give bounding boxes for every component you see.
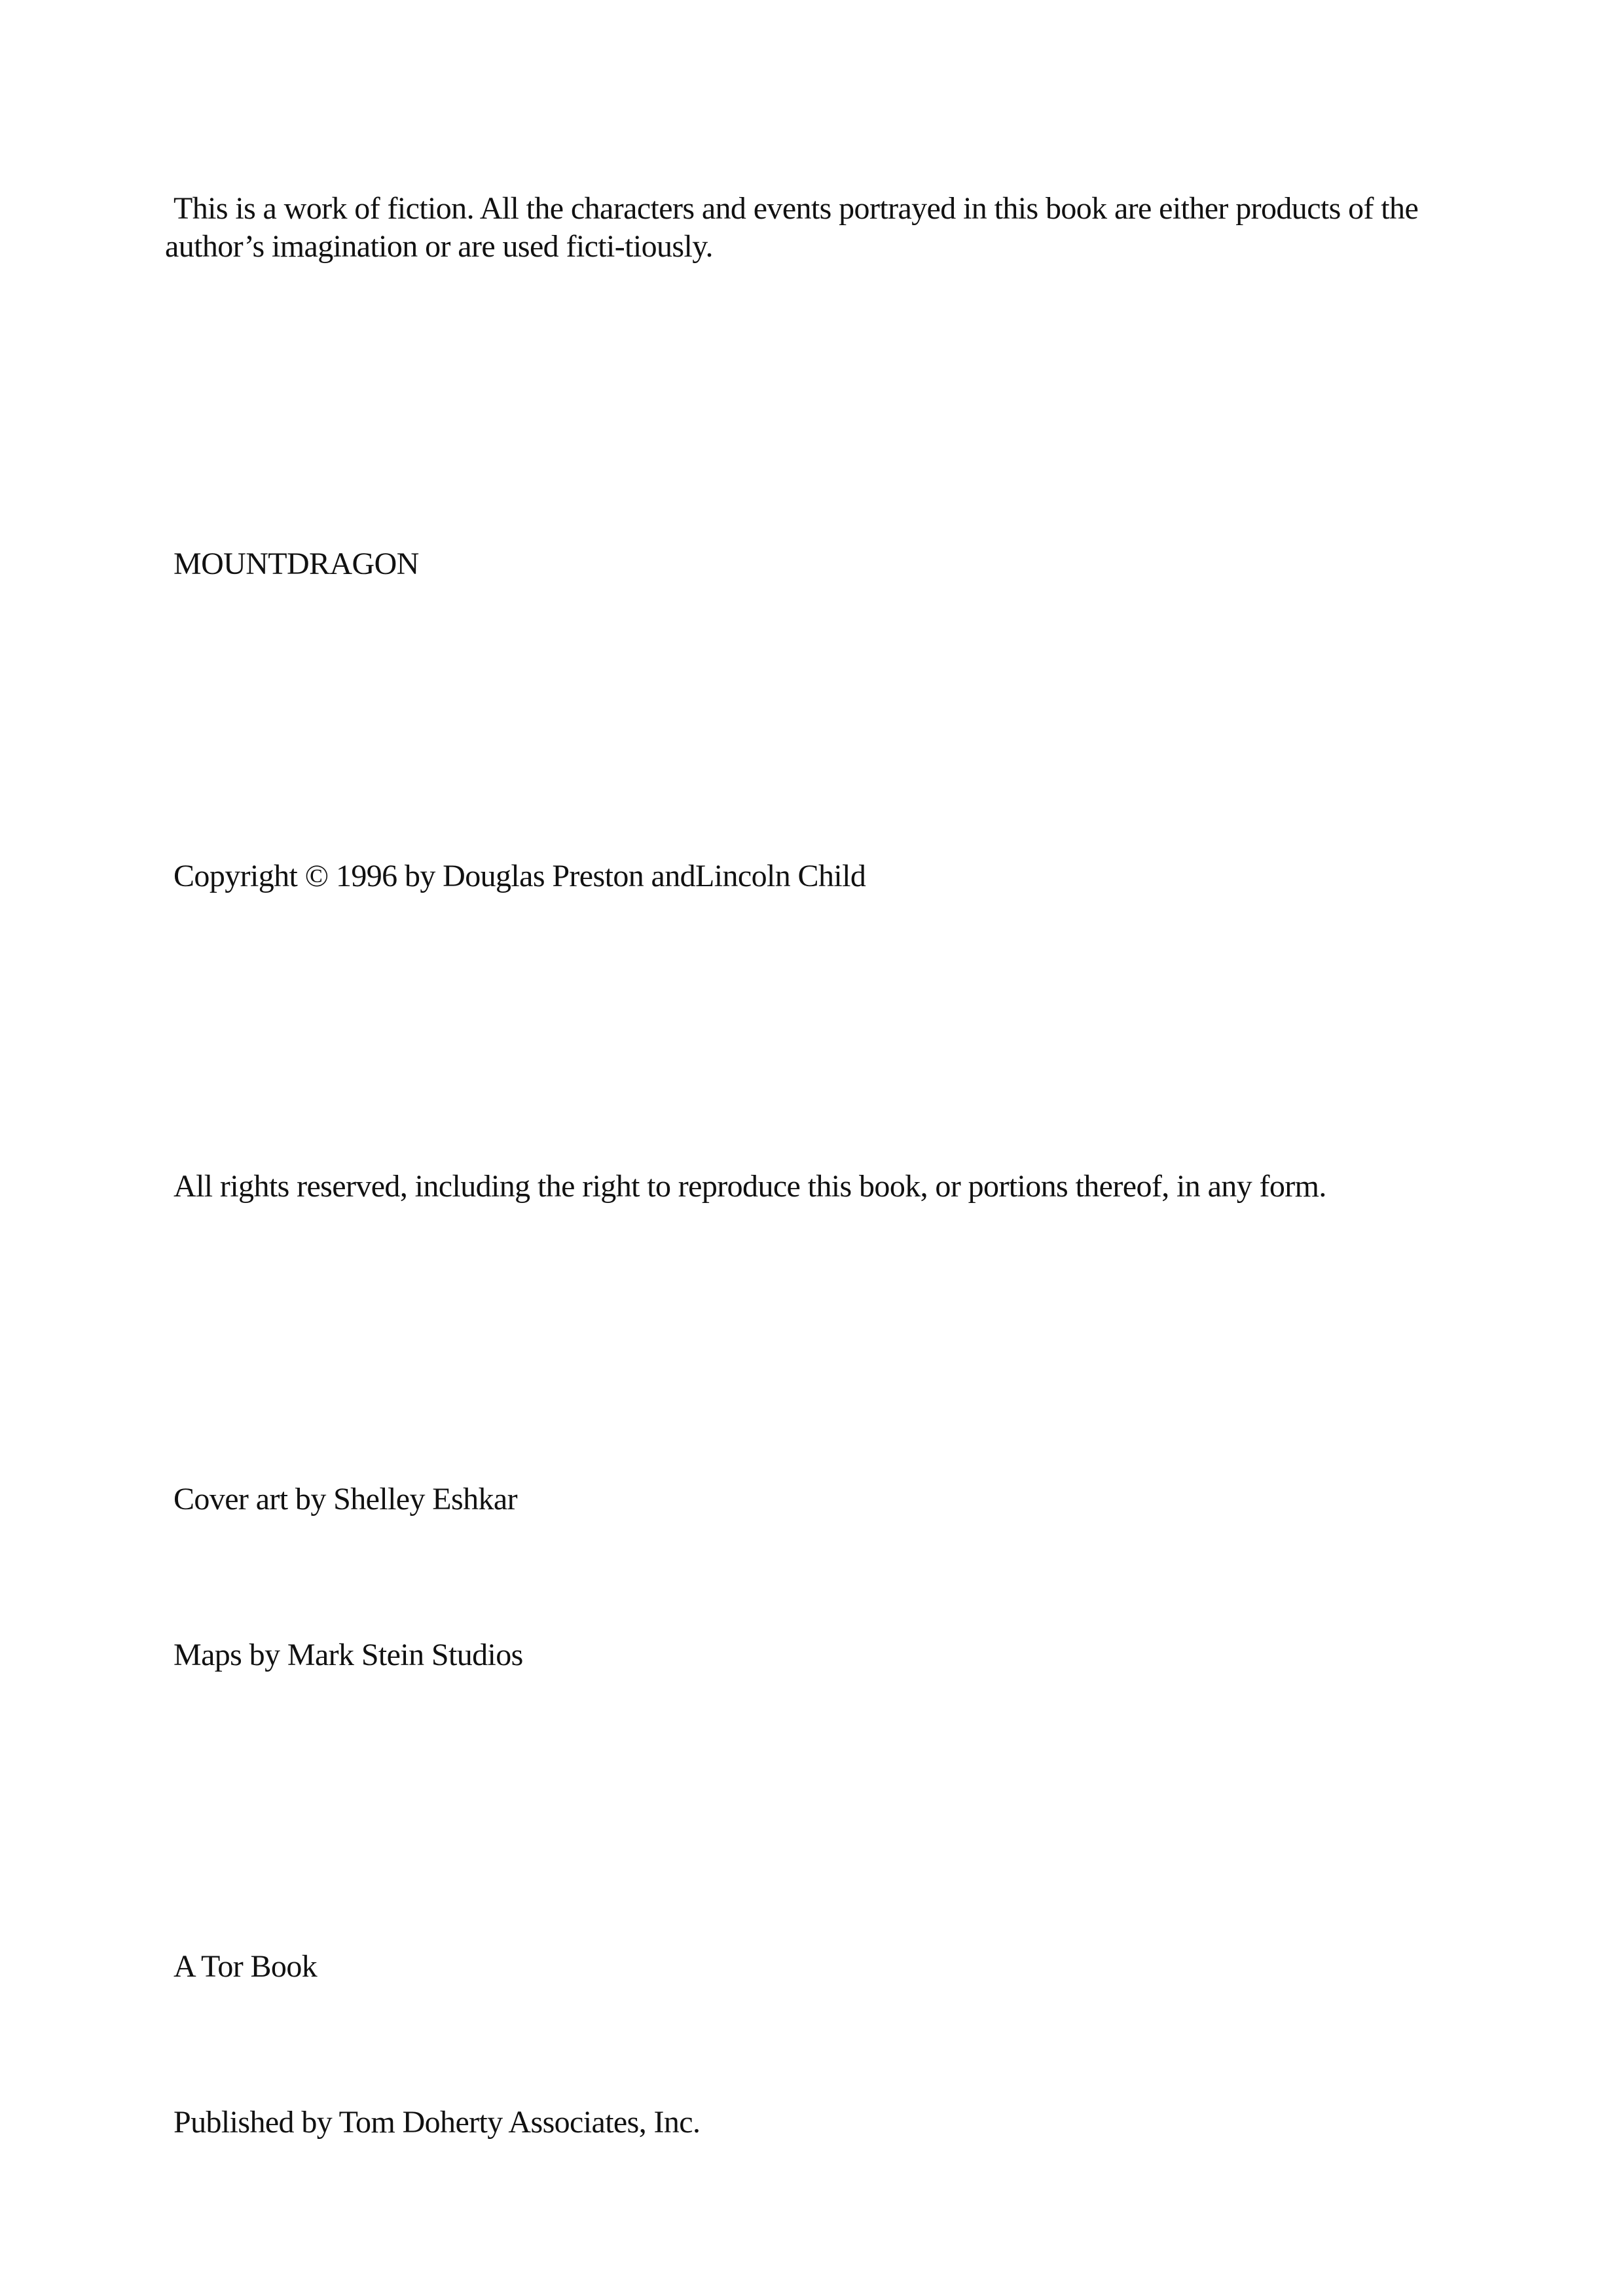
copyright-notice: Copyright © 1996 by Douglas Preston andLincoln Child <box>173 859 866 893</box>
disclaimer-line-1: This is a work of fiction. All the characters and events portrayed in this book are either products of the <box>173 191 1419 226</box>
imprint-line: A Tor Book <box>173 1949 318 1984</box>
cover-art-credit: Cover art by Shelley Eshkar <box>173 1482 517 1516</box>
publisher-line: Published by Tom Doherty Associates, Inc. <box>173 2105 701 2140</box>
maps-credit: Maps by Mark Stein Studios <box>173 1638 523 1672</box>
disclaimer-line-2: author’s imagination or are used ficti-tiously. <box>165 229 713 264</box>
fiction-disclaimer <box>165 190 1474 266</box>
book-title: MOUNTDRAGON <box>173 547 419 581</box>
rights-statement: All rights reserved, including the right to reproduce this book, or portions thereof, in any form. <box>173 1169 1326 1204</box>
